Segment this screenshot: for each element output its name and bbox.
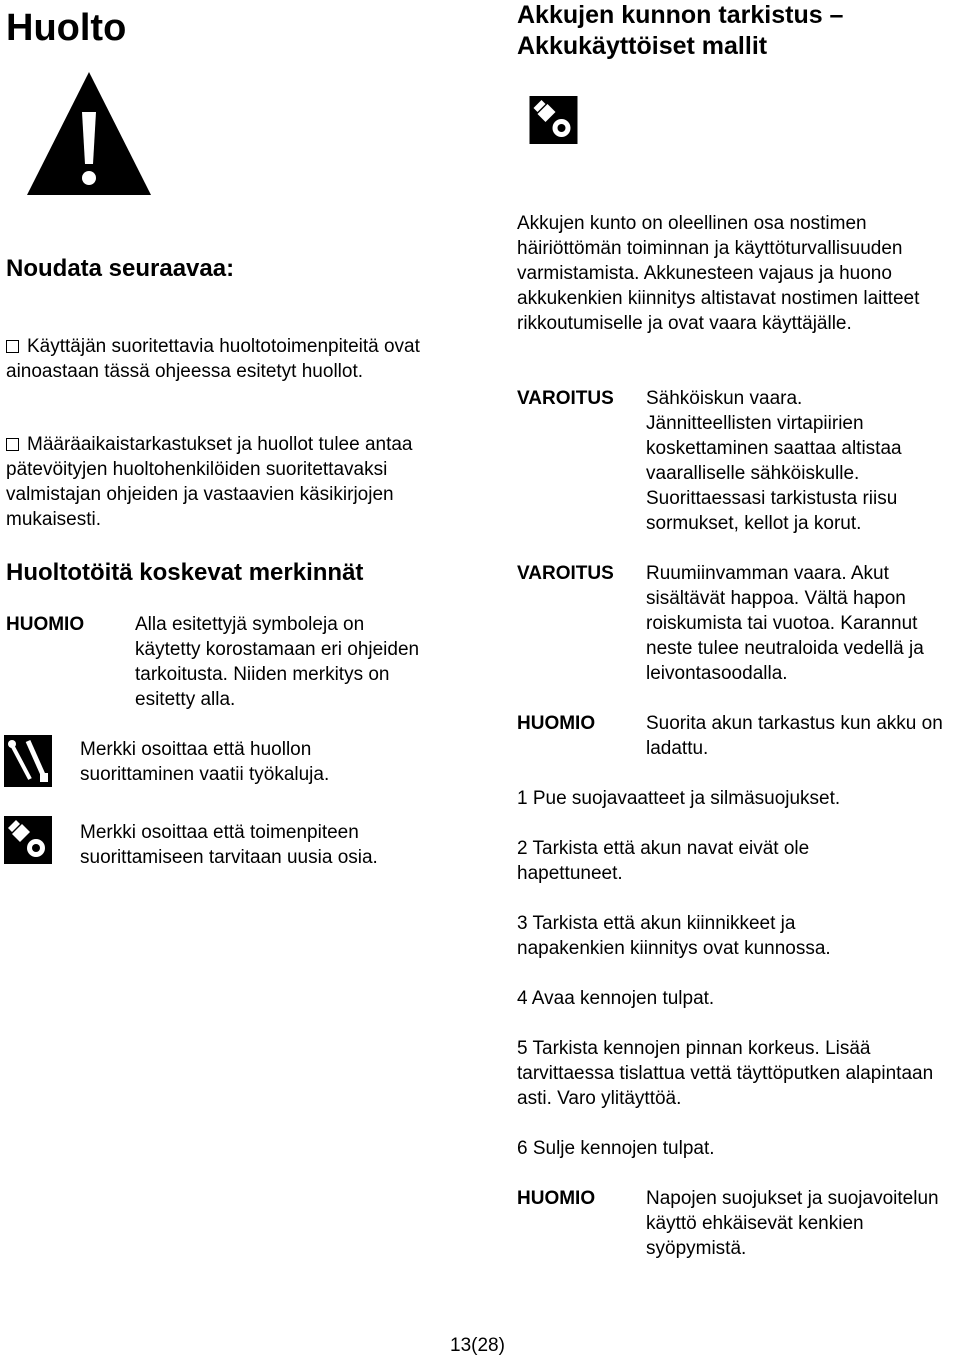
step-item: 6 Sulje kennojen tulpat. xyxy=(517,1138,715,1159)
step-item: 2 Tarkista että akun navat eivät ole hapettuneet. xyxy=(517,838,810,884)
intro-paragraph: Akkujen kunto on oleellinen osa nostimen häiriöttömän toiminnan ja käyttöturvallisuuden varmistamista. Akkunesteen vajaus ja huono akkukenkien kiinnitys altistavat nostimen laitteet rikkoutumiselle ja ovat vaara käyttäjälle. xyxy=(517,213,920,334)
new-parts-icon xyxy=(529,96,578,144)
bullet-item: Käyttäjän suoritettavia huoltotoimenpiteitä ovat ainoastaan tässä ohjeessa esitetyt huollot. xyxy=(6,336,420,382)
tools-icon xyxy=(4,735,52,787)
page-number: 13(28) xyxy=(450,1335,505,1356)
note-label: HUOMIO xyxy=(517,713,596,734)
warning-label: VAROITUS xyxy=(517,563,614,584)
warning-text: Sähköiskun vaara. Jännitteellisten virtapiirien koskettaminen saattaa altistaa vaaralliselle sähköiskulle. Suorittaessasi tarkistusta riisu sormukset, kellot ja korut. xyxy=(646,388,902,534)
note-label: HUOMIO xyxy=(6,614,85,635)
symbol-text-new-parts: Merkki osoittaa että toimenpiteen suorittamiseen tarvitaan uusia osia. xyxy=(80,822,378,868)
new-parts-icon xyxy=(4,816,52,864)
checkbox-bullet-icon xyxy=(6,340,19,353)
note-text: Suorita akun tarkastus kun akku on ladattu. xyxy=(646,713,943,759)
title-line-1: Akkujen kunnon tarkistus – xyxy=(517,1,844,29)
step-item: 5 Tarkista kennojen pinnan korkeus. Lisää tarvittaessa tislattua vettä täyttöputken alapintaan asti. Varo ylitäyttöä. xyxy=(517,1038,934,1109)
section-title-merkinnat: Huoltotöitä koskevat merkinnät xyxy=(6,559,364,586)
step-item: 4 Avaa kennojen tulpat. xyxy=(517,988,715,1009)
warning-triangle-icon xyxy=(24,68,154,198)
warning-text: Ruumiinvamman vaara. Akut sisältävät happoa. Vältä hapon roiskumista tai vuotoa. Karannut neste tulee neutraloida vedellä ja leivontasoodalla. xyxy=(646,563,924,684)
section-title-noudata: Noudata seuraavaa: xyxy=(6,255,235,282)
step-item: 3 Tarkista että akun kiinnikkeet ja napakenkien kiinnitys ovat kunnossa. xyxy=(517,913,831,959)
note-text: Napojen suojukset ja suojavoitelun käyttö ehkäisevät kenkien syöpymistä. xyxy=(646,1188,939,1259)
checkbox-bullet-icon xyxy=(6,438,19,451)
step-item: 1 Pue suojavaatteet ja silmäsuojukset. xyxy=(517,788,841,809)
note-label: HUOMIO xyxy=(517,1188,596,1209)
bullet-item: Määräaikaistarkastukset ja huollot tulee antaa pätevöityjen huoltohenkilöiden suoritettavaksi valmistajan ohjeiden ja vastaavien käsikirjojen mukaisesti. xyxy=(6,434,413,530)
note-text: Alla esitettyjä symboleja on käytetty korostamaan eri ohjeiden tarkoitusta. Niiden merkitys on esitetty alla. xyxy=(135,614,420,710)
warning-label: VAROITUS xyxy=(517,388,614,409)
page-title: Huolto xyxy=(6,7,127,49)
section-title-akkujen xyxy=(517,0,843,62)
title-line-2: Akkukäyttöiset mallit xyxy=(517,32,768,60)
symbol-text-tools: Merkki osoittaa että huollon suorittaminen vaatii työkaluja. xyxy=(80,739,330,785)
